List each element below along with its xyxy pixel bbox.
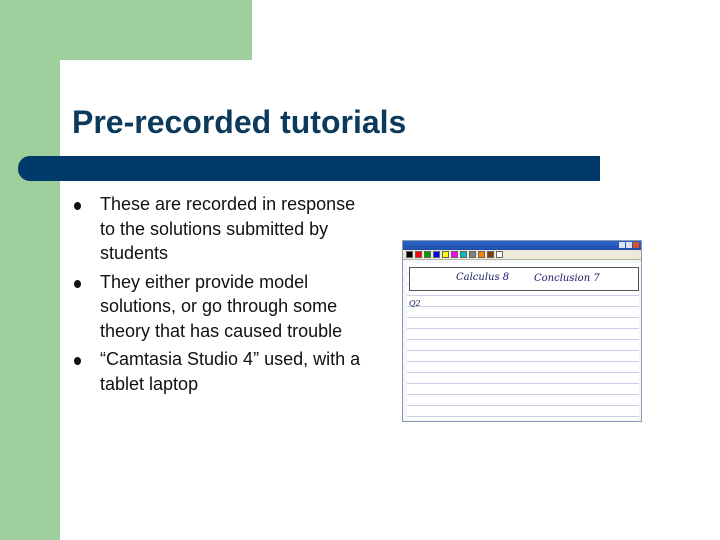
bullet-dot-icon: [74, 357, 81, 365]
color-swatch: [451, 251, 458, 258]
color-swatch: [478, 251, 485, 258]
minimize-icon: [619, 242, 625, 248]
color-swatch: [415, 251, 422, 258]
green-left-band: [0, 0, 60, 540]
color-swatch: [424, 251, 431, 258]
header-box: [409, 267, 639, 291]
bullet-item: [74, 347, 374, 396]
tablet-screenshot-image: [402, 240, 642, 422]
handwritten-right-note: Conclusion 7: [534, 273, 600, 284]
color-swatch: [469, 251, 476, 258]
bullet-text: “Camtasia Studio 4” used, with a tablet laptop: [100, 349, 361, 394]
color-swatch: [406, 251, 413, 258]
maximize-icon: [626, 242, 632, 248]
color-swatch: [442, 251, 449, 258]
bullet-dot-icon: [74, 202, 81, 210]
pen-color-toolbar: [403, 250, 641, 260]
green-top-band: [0, 0, 252, 60]
color-swatch: [433, 251, 440, 258]
color-swatch: [460, 251, 467, 258]
ruled-paper: [407, 263, 639, 419]
close-icon: [633, 242, 639, 248]
bullet-list: [74, 192, 374, 400]
color-swatch: [487, 251, 494, 258]
bullet-item: [74, 192, 374, 266]
bullet-dot-icon: [74, 280, 81, 288]
handwritten-question-label: Q2: [409, 299, 421, 308]
bullet-text: These are recorded in response to the solutions submitted by students: [100, 194, 356, 263]
handwritten-left-note: Calculus 8: [456, 272, 510, 283]
window-buttons: [619, 242, 639, 248]
title-underline-bar: [18, 156, 600, 181]
screenshot-window-titlebar: [403, 241, 641, 250]
bullet-item: [74, 270, 374, 344]
bullet-text: They either provide model solutions, or go through some theory that has caused trouble: [100, 271, 343, 341]
slide-title: Pre-recorded tutorials: [72, 104, 407, 140]
color-swatch: [496, 251, 503, 258]
